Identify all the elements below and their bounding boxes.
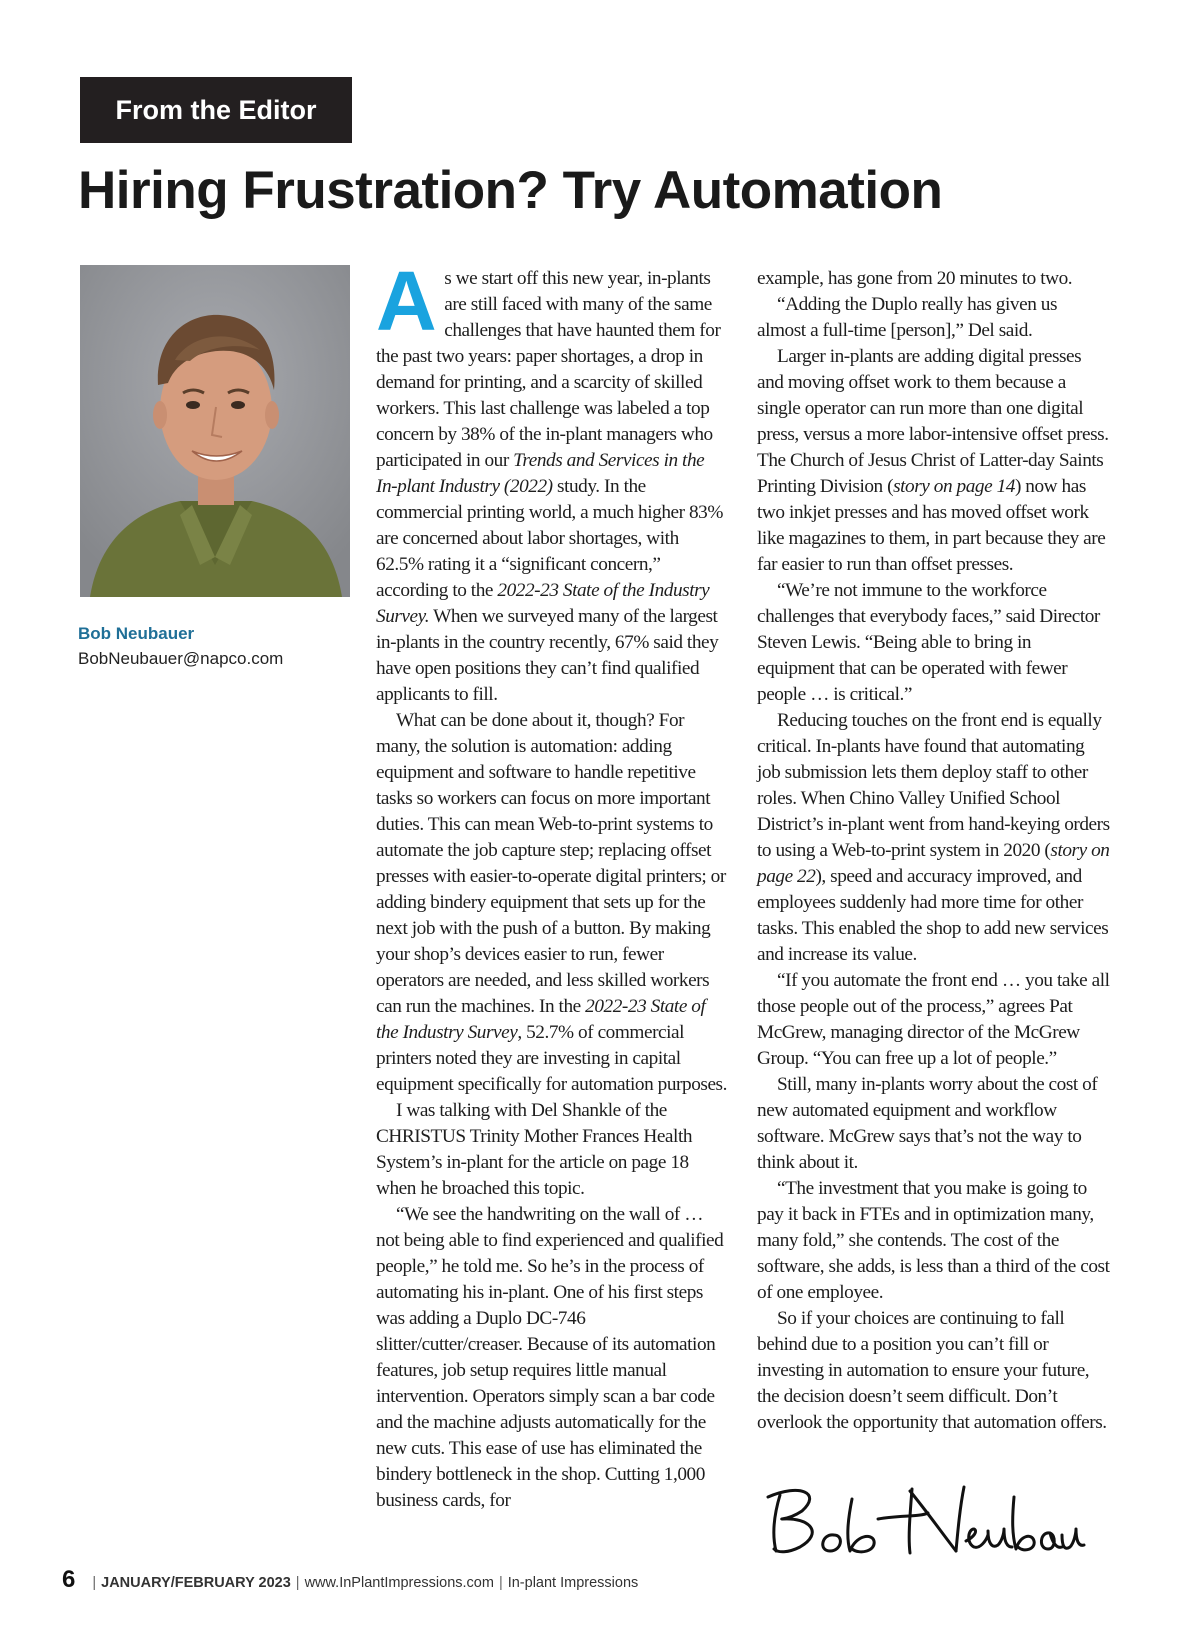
- paragraph: I was talking with Del Shankle of the CHRISTUS Trinity Mother Frances Health System’s in-plant for the article on page 18 when he broached this topic.: [376, 1100, 693, 1199]
- section-tag: From the Editor: [80, 77, 352, 143]
- paragraph: Larger in-plants are adding digital presses and moving offset work to them because a single operator can run more than one digital press, versus a more labor-intensive offset press. The Church of Jesus Christ of Latter-day Saints Printing Division (story on page 14) now has two inkjet presses and has moved offset work like magazines to them, in part because they are far easier to run than offset presses.: [757, 346, 1109, 575]
- paragraph: What can be done about it, though? For many, the solution is automation: adding equipment and software to handle repetitive tasks so workers can focus on more important duties. This can mean Web-to-print systems to automate the job capture step; replacing offset presses with easier-to-operate digital printers; or adding bindery equipment that sets up for the next job with the push of a button. By making your shop’s devices easier to run, fewer operators are needed, and less skilled workers can run the machines. In the 2022-23 State of the Industry Survey, 52.7% of commercial printers noted they are investing in capital equipment specifically for automation purposes.: [376, 710, 727, 1095]
- footer-separator: |: [92, 1575, 97, 1591]
- article-column-1: [376, 254, 729, 1514]
- author-photo: [80, 265, 350, 597]
- author-name: Bob Neubauer: [78, 624, 195, 643]
- website-link[interactable]: www.InPlantImpressions.com: [304, 1575, 494, 1591]
- paragraph: Reducing touches on the front end is equally critical. In-plants have found that automating job submission lets them deploy staff to other roles. When Chino Valley Unified School District’s in-plant went from hand-keying orders to using a Web-to-print system in 2020 (story on page 22), speed and accuracy improved, and employees suddenly had more time for other tasks. This enabled the shop to add new services and increase its value.: [757, 710, 1110, 965]
- author-signature: [760, 1475, 1090, 1565]
- paragraph: As we start off this new year, in-plants are still faced with many of the same challenges that have haunted them for the past two years: paper shortages, a drop in demand for printing, and a scarcity of skilled workers. This last challenge was labeled a top concern by 38% of the in-plant managers who participated in our Trends and Services in the In-plant Industry (2022) study. In the commercial printing world, a much higher 83% are concerned about labor shortages, with 62.5% rating it a “significant concern,” according to the 2022-23 State of the Industry Survey. When we surveyed many of the largest in-plants in the country recently, 67% said they have open positions they can’t find qualified applicants to fill.: [376, 254, 723, 705]
- publication-reference: 2022-23 State of the Industry Survey.: [376, 580, 710, 627]
- paragraph: “If you automate the front end … you take all those people out of the process,” agrees Pat McGrew, managing director of the McGrew Group. “You can free up a lot of people.”: [757, 970, 1110, 1069]
- footer-separator: |: [295, 1575, 300, 1591]
- paragraph: So if your choices are continuing to fall behind due to a position you can’t fill or investing in automation to ensure your future, the decision doesn’t seem difficult. Don’t overlook the opportunity that automation offers.: [757, 1308, 1107, 1433]
- paragraph: “The investment that you make is going to pay it back in FTEs and in optimization many, many fold,” she contends. The cost of the software, she adds, is less than a third of the cost of one employee.: [757, 1178, 1110, 1303]
- page-number: 6: [62, 1566, 76, 1593]
- author-portrait-image: [80, 265, 350, 597]
- publication-name: In-plant Impressions: [507, 1575, 639, 1591]
- page-footer: [62, 1566, 638, 1594]
- paragraph: “Adding the Duplo really has given us almost a full-time [person],” Del said.: [757, 294, 1058, 341]
- article-column-2: [757, 266, 1110, 1436]
- issue-date: JANUARY/FEBRUARY 2023: [101, 1575, 291, 1591]
- paragraph: “We see the handwriting on the wall of … not being able to find experienced and qualified people,” he told me. So he’s in the process of automating his in-plant. One of his first steps was adding a Duplo DC-746 slitter/cutter/creaser. Because of its automation features, job setup requires little manual intervention. Operators simply scan a bar code and the machine adjusts automatically for the new cuts. This ease of use has eliminated the bindery bottleneck in the shop. Cutting 1,000 business cards, for: [376, 1204, 724, 1511]
- paragraph: example, has gone from 20 minutes to two.: [757, 268, 1073, 289]
- paragraph: Still, many in-plants worry about the cost of new automated equipment and workflow software. McGrew says that’s not the way to think about it.: [757, 1074, 1098, 1173]
- publication-reference: 2022-23 State of the Industry Survey: [376, 996, 706, 1043]
- author-email[interactable]: BobNeubauer@napco.com: [78, 649, 284, 668]
- footer-separator: |: [498, 1575, 503, 1591]
- publication-reference: Trends and Services in the In-plant Industry (2022): [376, 450, 705, 497]
- story-reference: story on page 22: [757, 840, 1110, 887]
- paragraph: “We’re not immune to the workforce challenges that everybody faces,” said Director Steven Lewis. “Being able to bring in equipment that can be operated with fewer people … is critical.”: [757, 580, 1100, 705]
- headline: Hiring Frustration? Try Automation: [78, 161, 943, 220]
- drop-cap: A: [376, 254, 437, 348]
- story-reference: story on page 14: [893, 476, 1015, 497]
